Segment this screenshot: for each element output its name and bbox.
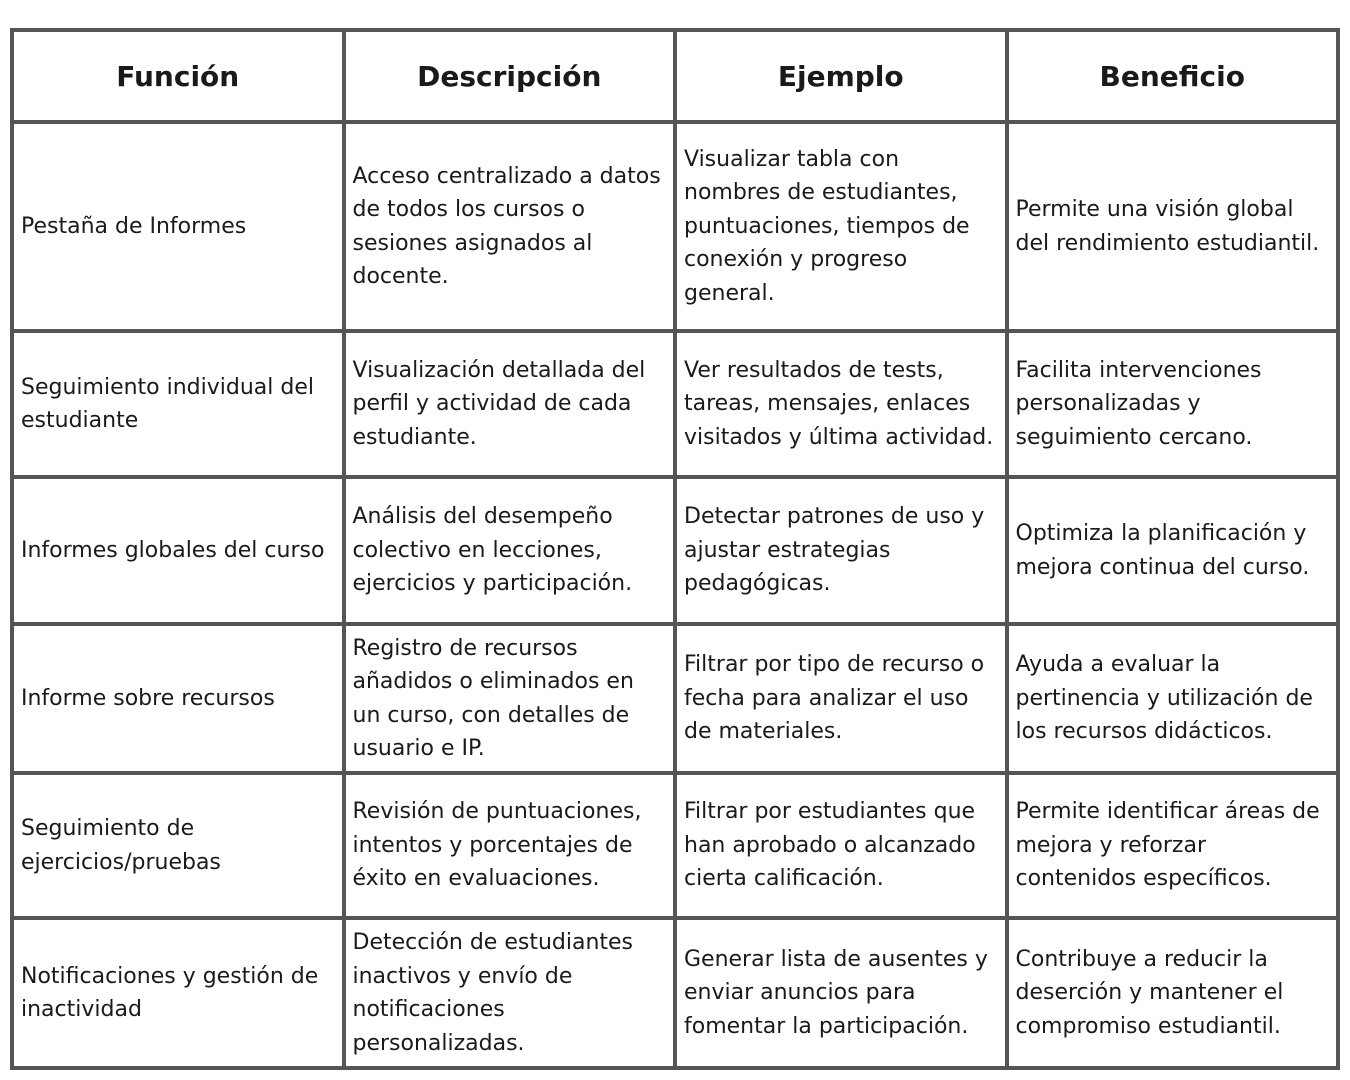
table-row [12,331,1338,477]
cell-funcion: Informe sobre recursos [12,624,344,773]
cell-ejemplo: Filtrar por tipo de recurso o fecha para analizar el uso de materiales. [675,624,1007,773]
cell-descripcion: Detección de estudiantes inactivos y envío de notificaciones personalizadas. [344,918,676,1068]
cell-ejemplo: Generar lista de ausentes y enviar anuncios para fomentar la participación. [675,918,1007,1068]
table-row [12,773,1338,918]
cell-ejemplo: Ver resultados de tests, tareas, mensajes, enlaces visitados y última actividad. [675,331,1007,477]
table-row [12,477,1338,624]
header-funcion: Función [12,30,344,122]
cell-beneficio: Optimiza la planificación y mejora continua del curso. [1007,477,1339,624]
cell-ejemplo: Detectar patrones de uso y ajustar estrategias pedagógicas. [675,477,1007,624]
cell-descripcion: Análisis del desempeño colectivo en lecciones, ejercicios y participación. [344,477,676,624]
table-body [12,122,1338,1068]
cell-descripcion: Visualización detallada del perfil y actividad de cada estudiante. [344,331,676,477]
cell-funcion: Seguimiento de ejercicios/pruebas [12,773,344,918]
cell-descripcion: Registro de recursos añadidos o eliminados en un curso, con detalles de usuario e IP. [344,624,676,773]
cell-beneficio: Contribuye a reducir la deserción y mantener el compromiso estudiantil. [1007,918,1339,1068]
cell-funcion: Notificaciones y gestión de inactividad [12,918,344,1068]
cell-ejemplo: Visualizar tabla con nombres de estudiantes, puntuaciones, tiempos de conexión y progreso general. [675,122,1007,331]
cell-funcion: Informes globales del curso [12,477,344,624]
cell-beneficio: Facilita intervenciones personalizadas y seguimiento cercano. [1007,331,1339,477]
header-ejemplo: Ejemplo [675,30,1007,122]
header-row [12,30,1338,122]
table-row [12,918,1338,1068]
header-beneficio: Beneficio [1007,30,1339,122]
cell-funcion: Pestaña de Informes [12,122,344,331]
cell-beneficio: Permite identificar áreas de mejora y reforzar contenidos específicos. [1007,773,1339,918]
cell-beneficio: Permite una visión global del rendimiento estudiantil. [1007,122,1339,331]
table-row [12,122,1338,331]
cell-ejemplo: Filtrar por estudiantes que han aprobado o alcanzado cierta calificación. [675,773,1007,918]
table-row [12,624,1338,773]
cell-funcion: Seguimiento individual del estudiante [12,331,344,477]
features-table [10,28,1340,1070]
header-descripcion: Descripción [344,30,676,122]
table-header [12,30,1338,122]
cell-descripcion: Revisión de puntuaciones, intentos y porcentajes de éxito en evaluaciones. [344,773,676,918]
cell-descripcion: Acceso centralizado a datos de todos los cursos o sesiones asignados al docente. [344,122,676,331]
cell-beneficio: Ayuda a evaluar la pertinencia y utilización de los recursos didácticos. [1007,624,1339,773]
